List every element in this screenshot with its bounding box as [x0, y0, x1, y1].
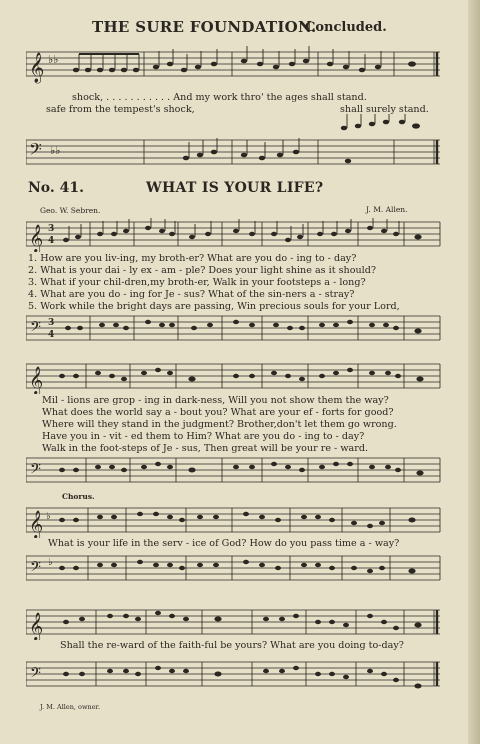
staff-system-3-treble [26, 360, 442, 394]
verse-2-line-b: What does the world say a - bout you? What are your ef - forts for good? [42, 407, 394, 418]
concluded-lyric-line-2: safe from the tempest's shock, [46, 104, 195, 115]
bass-clef-icon: 𝄢 [29, 139, 42, 163]
bass-clef-icon: 𝄢 [30, 319, 41, 339]
verse-1-line-a: 1. How are you liv-ing, my broth-er? What are you do - ing to - day? [28, 253, 357, 264]
verse-4-line-b: Have you in - vit - ed them to Him? What are you do - ing to - day? [42, 431, 365, 442]
staff-system-2-treble [26, 218, 442, 252]
time-signature-top: 3 [48, 224, 55, 234]
verse-3-line-a: 3. What if your chil-dren,my broth-er, Walk in your footsteps a - long? [28, 277, 366, 288]
verse-4-line-a: 4. What are you do - ing for Je - sus? What of the sin-ners a - stray? [28, 289, 355, 300]
concluded-subtitle: Concluded. [305, 20, 387, 35]
verse-1-line-b: Mil - lions are grop - ing in dark-ness, Will you not show them the way? [42, 395, 389, 406]
key-signature-flats: ♭♭ [48, 53, 59, 66]
concluded-lyric-line-1: shock, . . . . . . . . . . . And my work thro' the ages shall stand. [72, 92, 367, 103]
staff-chorus-2-treble [26, 604, 442, 640]
composer: J. M. Allen. [366, 205, 408, 214]
treble-clef-icon: 𝄞 [29, 366, 44, 394]
time-signature-top: 3 [48, 318, 55, 328]
staff-chorus-1-bass [26, 552, 442, 586]
treble-clef-icon: 𝄞 [29, 612, 44, 640]
hymn-title: WHAT IS YOUR LIFE? [146, 180, 324, 196]
staff-chorus-1-treble [26, 502, 442, 538]
chorus-line-1: What is your life in the serv - ice of God? How do you pass time a - way? [48, 538, 400, 549]
treble-clef-icon: 𝄞 [29, 224, 44, 252]
key-signature-flat: ♭ [48, 557, 53, 568]
staff-system-3-bass [26, 454, 442, 488]
time-signature-bottom: 4 [48, 330, 55, 340]
treble-clef-icon: 𝄞 [29, 510, 44, 538]
concluded-lyric-right: shall surely stand. [340, 104, 429, 115]
bass-clef-icon: 𝄢 [30, 461, 41, 481]
chorus-label: Chorus. [62, 492, 95, 501]
staff-system-2-bass [26, 312, 442, 346]
lyricist: Geo. W. Sebren. [40, 206, 101, 215]
concluded-title: THE SURE FOUNDATION. [92, 18, 317, 36]
page-edge [468, 0, 480, 744]
key-signature-flat: ♭ [46, 511, 51, 522]
copyright-notice: J. M. Allen, owner. [40, 703, 101, 711]
verse-5-line-a: 5. Work while the bright days are passing, Win precious souls for your Lord, [28, 301, 400, 312]
verse-5-line-b: Walk in the foot-steps of Je - sus, Then great will be your re - ward. [42, 443, 369, 454]
key-signature-flats: ♭♭ [50, 144, 61, 157]
staff-chorus-2-bass [26, 654, 442, 694]
time-signature-bottom: 4 [48, 236, 55, 246]
staff-system-1-treble [26, 46, 442, 86]
treble-clef-icon: 𝄞 [29, 53, 45, 83]
verse-3-line-b: Where will they stand in the judgment? Brother,don't let them go wrong. [42, 419, 397, 430]
chorus-line-2: Shall the re-ward of the faith-ful be yours? What are you doing to-day? [60, 640, 404, 651]
bass-clef-icon: 𝄢 [30, 559, 41, 579]
bass-clef-icon: 𝄢 [30, 665, 41, 685]
hymn-number: No. 41. [28, 180, 84, 196]
verse-2-line-a: 2. What is your dai - ly ex - am - ple? Does your light shine as it should? [28, 265, 377, 276]
staff-system-1-bass [26, 114, 442, 170]
